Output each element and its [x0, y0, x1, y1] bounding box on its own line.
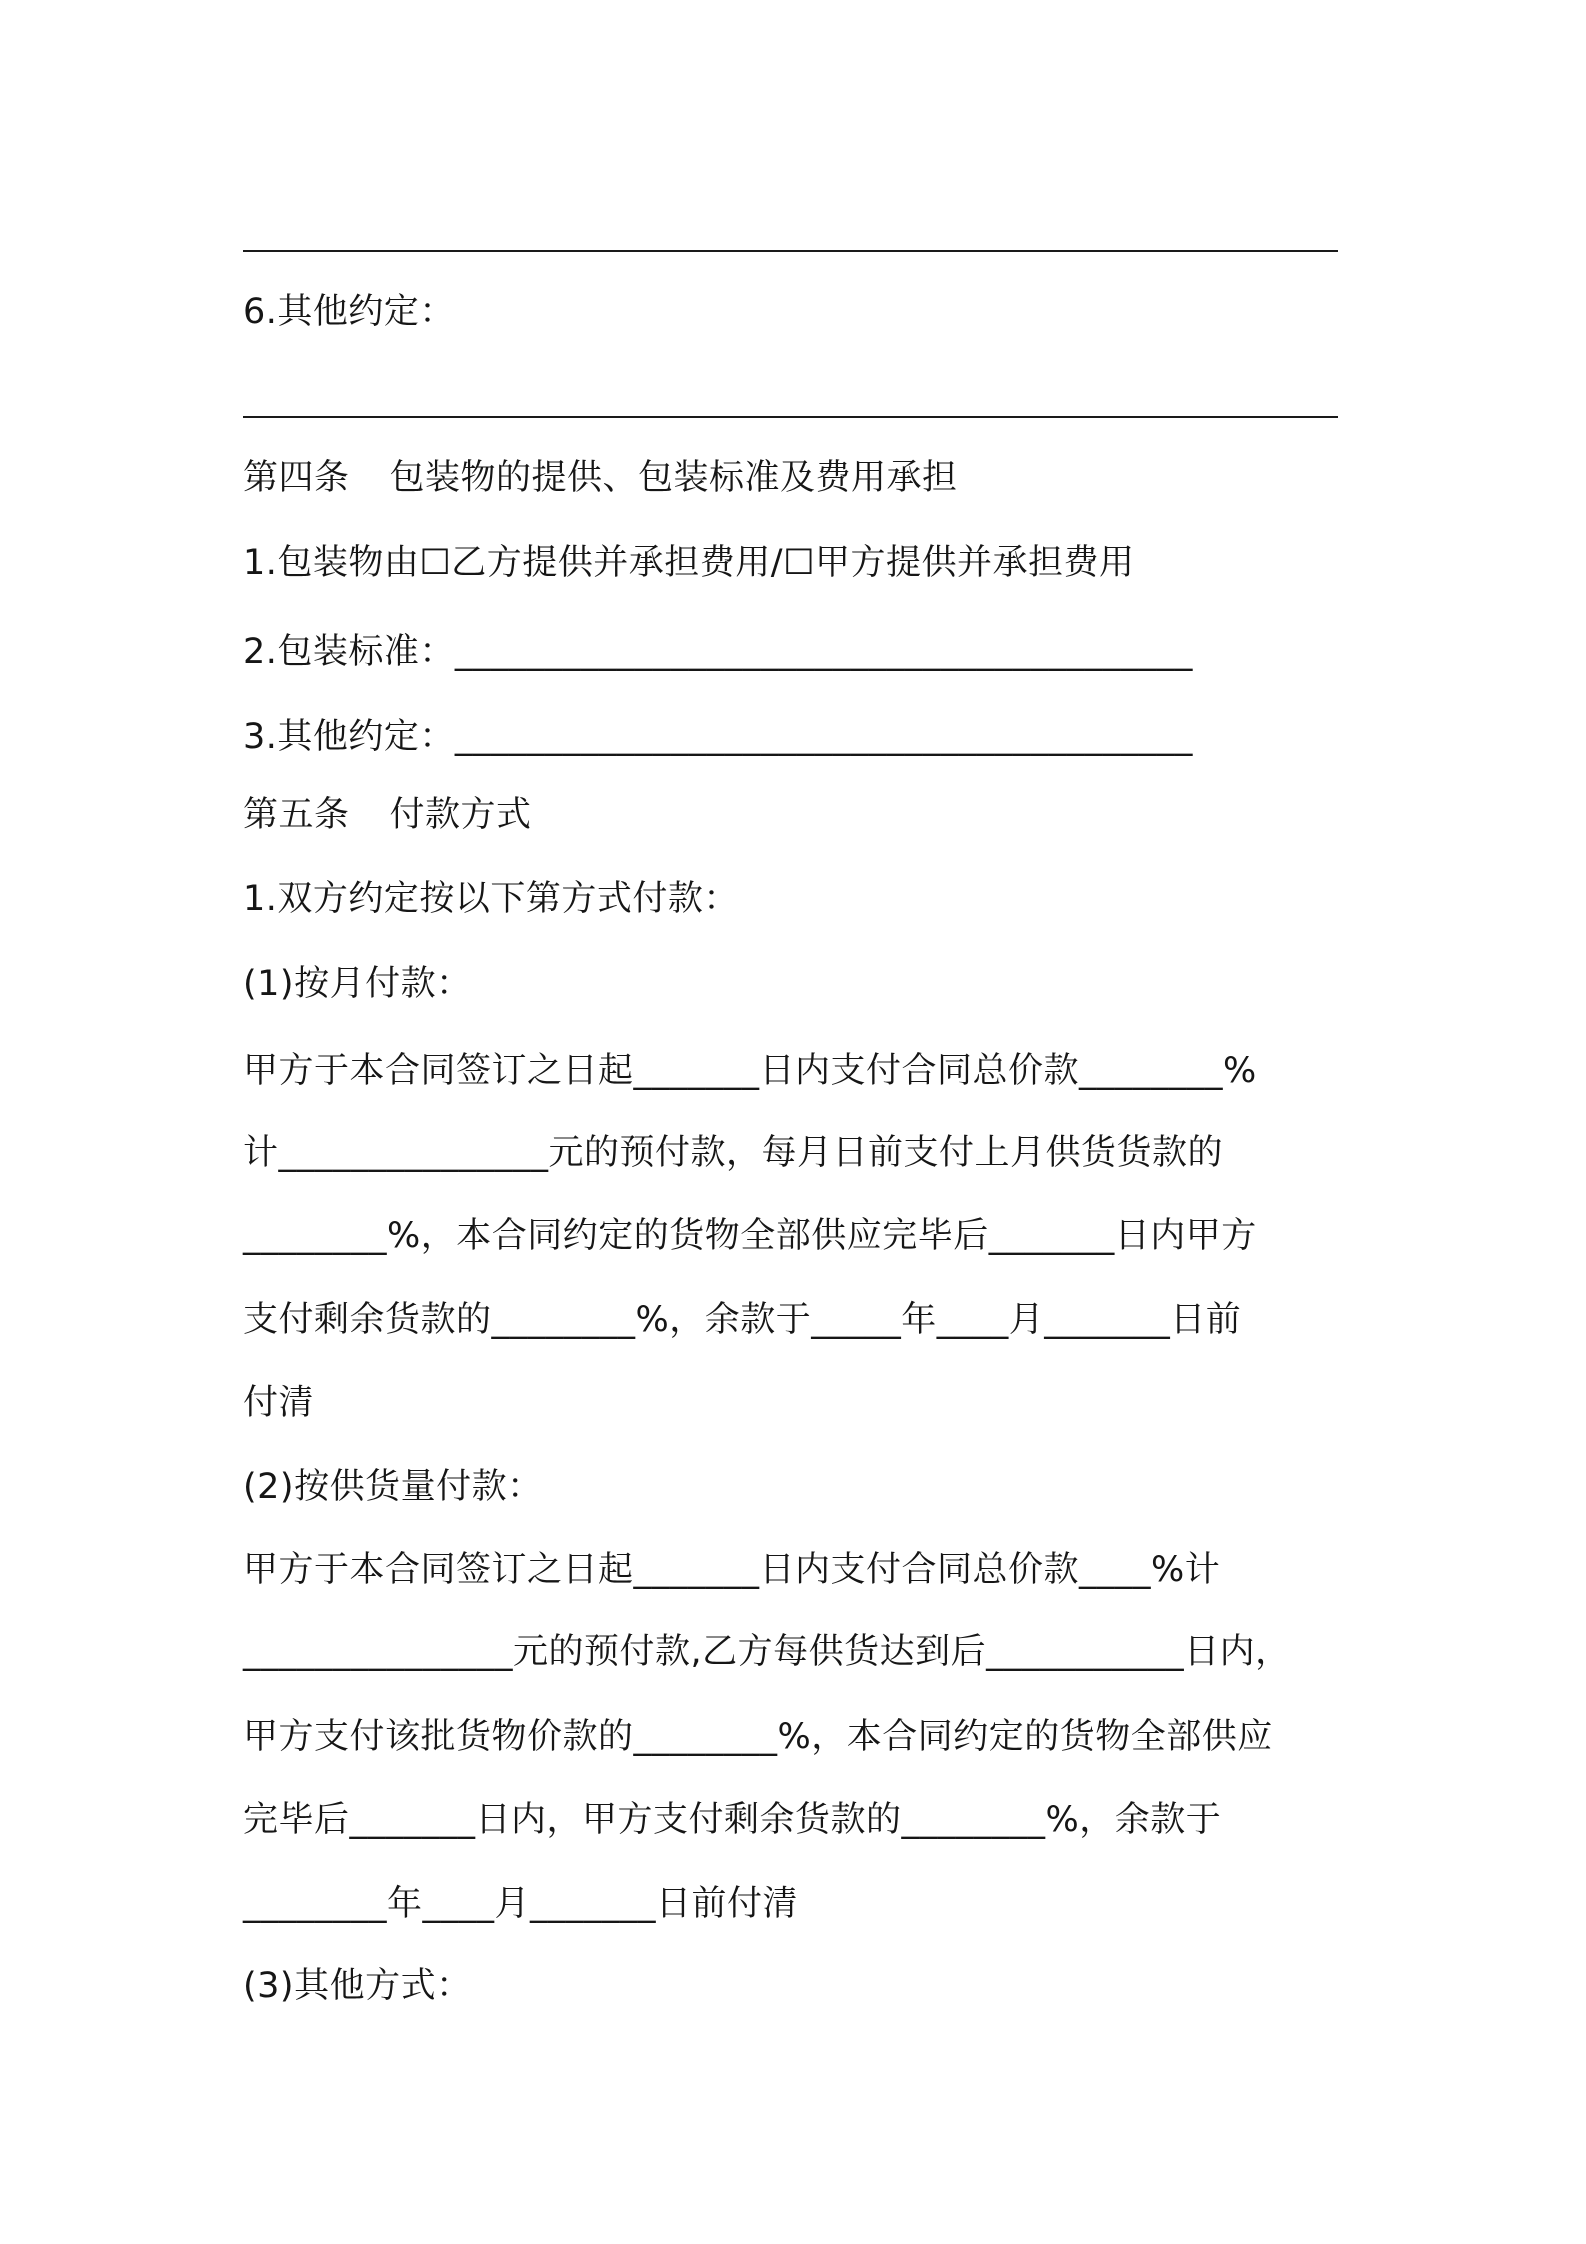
quantity-payment-text: ________年____月_______日前付清: [243, 1884, 799, 1924]
clause-packaging-other: 3.其他约定：_________________________________________: [243, 717, 1193, 757]
quantity-payment-text: 甲方于本合同签订之日起_______日内支付合同总价款____%计: [243, 1550, 1221, 1590]
clause-payment-method: 1.双方约定按以下第方式付款：: [243, 879, 739, 919]
option-other-payment: (3)其他方式：: [243, 1966, 472, 2006]
blank-line-rule: [243, 250, 1338, 252]
article-5-heading: [243, 793, 532, 837]
article-4-heading: [243, 456, 958, 500]
clause-6-other-agreement: 6.其他约定：: [243, 292, 455, 332]
monthly-payment-text: 甲方于本合同签订之日起_______日内支付合同总价款________%: [243, 1051, 1257, 1091]
article-4-title: 包装物的提供、包装标准及费用承担: [389, 458, 958, 498]
article-5-number: 第五条: [243, 795, 350, 835]
option-monthly-payment: (1)按月付款：: [243, 964, 472, 1004]
quantity-payment-text: _______________元的预付款,乙方每供货达到后___________日内，: [243, 1632, 1291, 1672]
clause-packaging-standard: 2.包装标准：_________________________________________: [243, 632, 1193, 672]
article-4-number: 第四条: [243, 458, 350, 498]
monthly-payment-text: 计_______________元的预付款，每月日前支付上月供货货款的: [243, 1133, 1224, 1173]
monthly-payment-text: ________%，本合同约定的货物全部供应完毕后_______日内甲方: [243, 1216, 1257, 1256]
option-quantity-payment: (2)按供货量付款：: [243, 1467, 543, 1507]
article-5-title: 付款方式: [389, 795, 532, 835]
monthly-payment-text: 支付剩余货款的________%，余款于_____年____月_______日前: [243, 1300, 1242, 1340]
monthly-payment-text: 付清: [243, 1383, 315, 1423]
quantity-payment-text: 甲方支付该批货物价款的________%，本合同约定的货物全部供应: [243, 1717, 1273, 1757]
blank-line-rule: [243, 416, 1338, 418]
quantity-payment-text: 完毕后_______日内，甲方支付剩余货款的________%，余款于: [243, 1800, 1222, 1840]
clause-packaging-provider: 1.包装物由☐乙方提供并承担费用/☐甲方提供并承担费用: [243, 543, 1135, 583]
